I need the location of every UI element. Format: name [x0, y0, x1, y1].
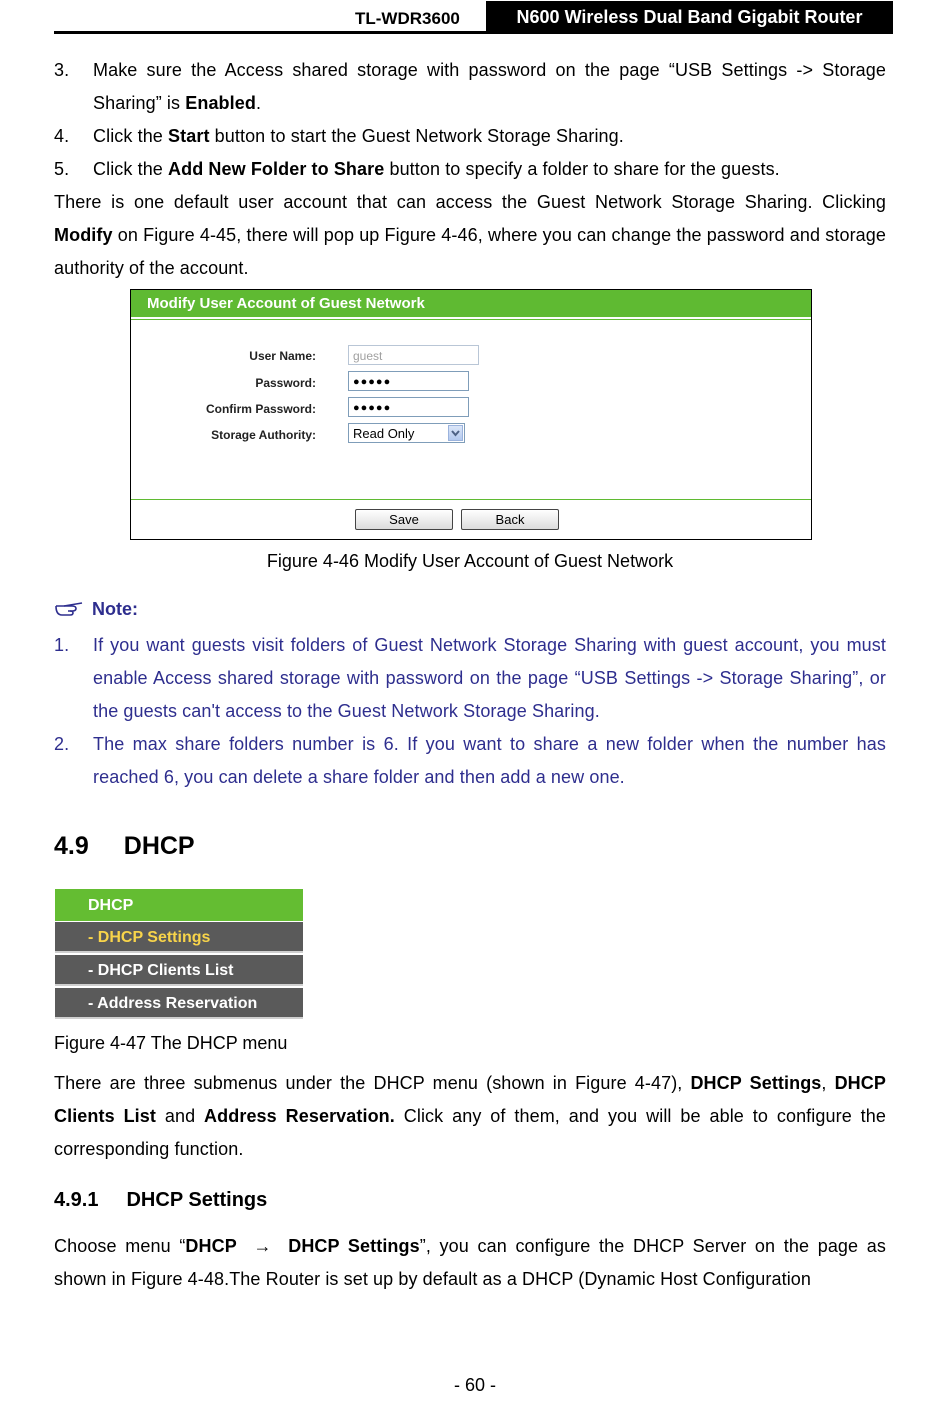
pointing-hand-icon	[54, 600, 84, 624]
user-name-label: User Name:	[249, 349, 316, 363]
password-label: Password:	[255, 376, 316, 390]
step-number: 3.	[54, 60, 70, 80]
dhcp-menu	[55, 889, 303, 1022]
panel-separator	[131, 499, 811, 500]
menu-item-address-reservation[interactable]: - Address Reservation	[55, 988, 303, 1019]
note-number: 2.	[54, 734, 70, 754]
subsection-number: 4.9.1	[54, 1189, 99, 1211]
header-rule	[54, 31, 893, 34]
step-emphasis: Add New Folder to Share	[168, 159, 385, 179]
chevron-down-icon[interactable]	[448, 425, 463, 441]
confirm-password-label: Confirm Password:	[205, 402, 316, 416]
step-text: Make sure the Access shared storage with password on the page “USB Settings -> Storage Sharing” is	[93, 60, 886, 113]
step-4	[54, 120, 886, 153]
section-heading	[54, 828, 195, 864]
subsection-title: DHCP Settings	[126, 1189, 268, 1211]
section-title: DHCP	[123, 832, 195, 860]
step-text: .	[255, 93, 262, 113]
confirm-password-field[interactable]: ●●●●●	[348, 397, 469, 417]
password-field[interactable]: ●●●●●	[348, 371, 469, 391]
arrow-right-icon: →	[253, 1236, 272, 1256]
figure-47-caption: Figure 4-47 The DHCP menu	[54, 1033, 288, 1053]
step-emphasis: Start	[168, 126, 210, 146]
subsection-heading	[54, 1185, 267, 1215]
note-heading	[54, 597, 138, 624]
intro-paragraph: There is one default user account that can access the Guest Network Storage Sharing. Clicking Modify on Figure 4-45, there will pop up Figure 4-46, where you can change the password and storage authority of the account.	[54, 192, 886, 278]
panel-title-rule	[131, 317, 811, 320]
storage-authority-value: Read Only	[353, 426, 415, 441]
step-number: 5.	[54, 159, 70, 179]
modify-user-account-panel	[130, 289, 812, 540]
dhcp-paragraph: There are three submenus under the DHCP menu (shown in Figure 4-47), DHCP Settings, DHCP Clients List and Address Reservation. Click any of them, and you will be able to configure the corresponding function.	[54, 1073, 886, 1159]
section-number: 4.9	[54, 832, 89, 860]
note-item-1	[54, 629, 886, 728]
header-model: TL-WDR3600	[355, 9, 460, 28]
step-emphasis: Enabled	[185, 93, 256, 113]
note-item-2	[54, 728, 886, 794]
figure-46-caption: Figure 4-46 Modify User Account of Guest Network	[266, 551, 674, 571]
step-text: Click the	[93, 126, 169, 146]
step-5	[54, 153, 886, 186]
header-product: N600 Wireless Dual Band Gigabit Router	[486, 1, 893, 32]
note-number: 1.	[54, 635, 70, 655]
menu-item-dhcp-settings[interactable]: - DHCP Settings	[55, 922, 303, 953]
note-label: Note:	[92, 599, 138, 619]
note-text: If you want guests visit folders of Guest Network Storage Sharing with guest account, you must enable Access shared storage with password on the page “USB Settings -> Storage Sharing”, or the guests can't access to the Guest Network Storage Sharing.	[93, 635, 886, 721]
modify-emphasis: Modify	[54, 225, 113, 245]
back-button[interactable]: Back	[461, 509, 559, 530]
user-name-field[interactable]: guest	[348, 345, 479, 365]
step-text: button to start the Guest Network Storage Sharing.	[209, 126, 624, 146]
page-number: - 60 -	[453, 1375, 496, 1395]
step-text: button to specify a folder to share for the guests.	[384, 159, 780, 179]
panel-title: Modify User Account of Guest Network	[131, 290, 811, 317]
storage-authority-select[interactable]	[348, 423, 465, 443]
note-text: The max share folders number is 6. If you want to share a new folder when the number has reached 6, you can delete a share folder and then add a new one.	[93, 734, 886, 787]
menu-item-dhcp-clients-list[interactable]: - DHCP Clients List	[55, 955, 303, 986]
step-3	[54, 54, 886, 120]
step-number: 4.	[54, 126, 70, 146]
step-text: Click the	[93, 159, 169, 179]
storage-authority-label: Storage Authority:	[211, 428, 316, 442]
save-button[interactable]: Save	[355, 509, 453, 530]
dhcp-menu-title[interactable]: DHCP	[55, 889, 303, 921]
settings-paragraph: Choose menu “DHCP → DHCP Settings”, you can configure the DHCP Server on the page as shown in Figure 4-48.The Router is set up by default as a DHCP (Dynamic Host Configuration	[54, 1236, 886, 1289]
